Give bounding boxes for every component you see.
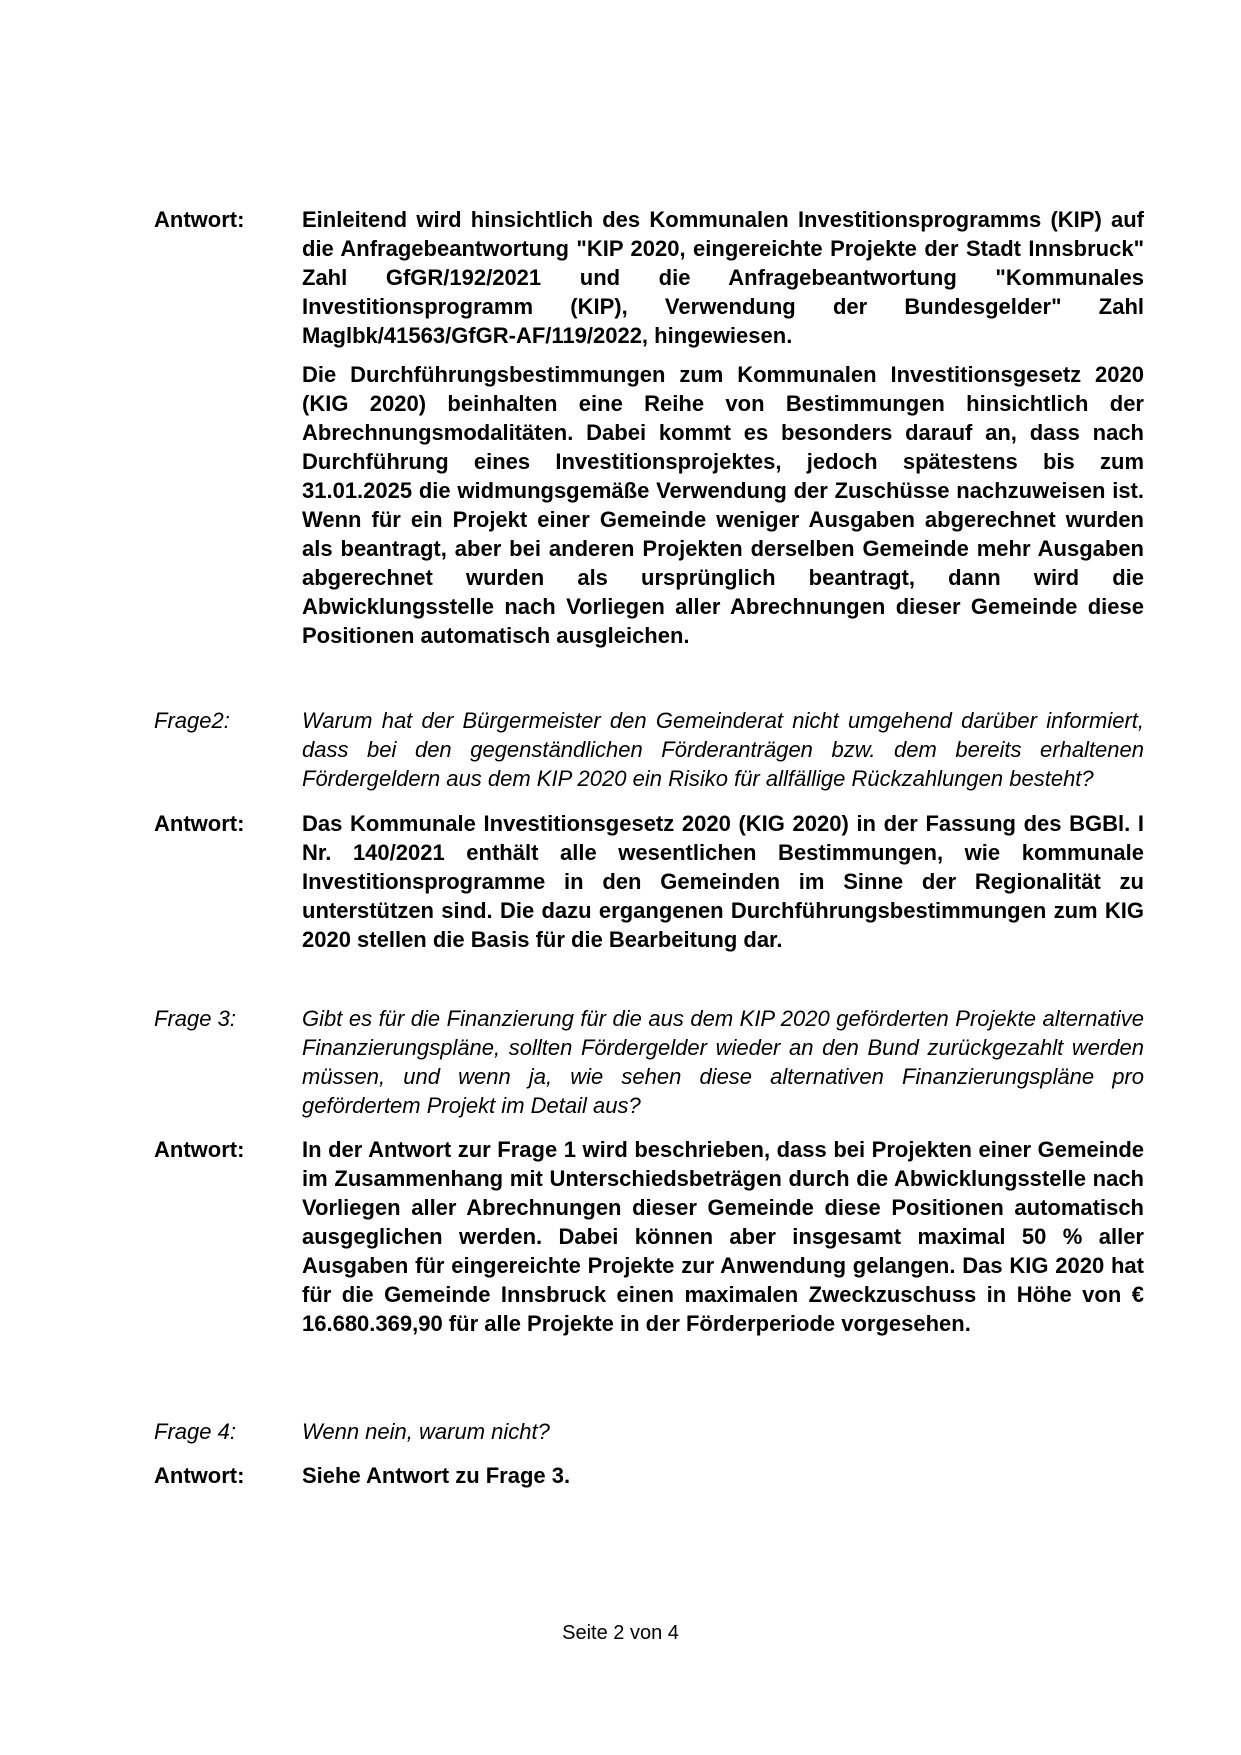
answer-3-label: Antwort:: [154, 1137, 245, 1162]
answer-4-label: Antwort:: [154, 1463, 245, 1488]
question-3-block: [154, 1004, 1144, 1120]
answer-3-text: In der Antwort zur Frage 1 wird beschrieben, dass bei Projekten einer Gemeinde im Zusammenhang mit Unterschiedsbeträgen durch die Abwicklungsstelle nach Vorliegen aller Abrechnungen dieser Gemeinde diese Positionen automatisch ausgeglichen werden. Dabei können aber insgesamt maximal 50 % aller Ausgaben für eingereichte Projekte zur Anwendung gelangen. Das KIG 2020 hat für die Gemeinde Innsbruck einen maximalen Zweckzuschuss in Höhe von € 16.680.369,90 für alle Projekte in der Förderperiode vorgesehen.: [302, 1137, 1144, 1336]
question-2-text: Warum hat der Bürgermeister den Gemeinderat nicht umgehend darüber informiert, dass bei den gegenständlichen Förderanträgen bzw. dem bereits erhaltenen Fördergeldern aus dem KIP 2020 ein Risiko für allfällige Rückzahlungen besteht?: [302, 708, 1144, 791]
answer-1-paragraph-1: Einleitend wird hinsichtlich des Kommunalen Investitionsprogramms (KIP) auf die Anfragebeantwortung "KIP 2020, eingereichte Projekte der Stadt Innsbruck" Zahl GfGR/192/2021 und die Anfragebeantwortung "Kommunales Investitionsprogramm (KIP), Verwendung der Bundesgelder" Zahl Maglbk/41563/GfGR-AF/119/2022, hingewiesen.: [302, 207, 1144, 348]
question-4-label: Frage 4:: [154, 1419, 236, 1444]
question-4-text: Wenn nein, warum nicht?: [302, 1419, 550, 1444]
answer-2-block: [154, 809, 1144, 954]
answer-1-label: Antwort:: [154, 207, 245, 232]
answer-1-paragraph-2: Die Durchführungsbestimmungen zum Kommunalen Investitionsgesetz 2020 (KIG 2020) beinhalten eine Reihe von Bestimmungen hinsichtlich der Abrechnungsmodalitäten. Dabei kommt es besonders darauf an, dass nach Durchführung eines Investitionsprojektes, jedoch spätestens bis zum 31.01.2025 die widmungsgemäße Verwendung der Zuschüsse nachzuweisen ist. Wenn für ein Projekt einer Gemeinde weniger Ausgaben abgerechnet wurden als beantragt, aber bei anderen Projekten derselben Gemeinde mehr Ausgaben abgerechnet wurden als ursprünglich beantragt, dann wird die Abwicklungsstelle nach Vorliegen aller Abrechnungen dieser Gemeinde diese Positionen automatisch ausgleichen.: [302, 362, 1144, 648]
page-number-footer: Seite 2 von 4: [562, 1622, 679, 1644]
answer-2-text: Das Kommunale Investitionsgesetz 2020 (KIG 2020) in der Fassung des BGBl. I Nr. 140/2021 enthält alle wesentlichen Bestimmungen, wie kommunale Investitionsprogramme in den Gemeinden im Sinne der Regionalität zu unterstützen sind. Die dazu ergangenen Durchführungsbestimmungen zum KIG 2020 stellen die Basis für die Bearbeitung dar.: [302, 811, 1144, 952]
answer-1-block: [154, 205, 1144, 650]
answer-2-label: Antwort:: [154, 811, 245, 836]
question-3-text: Gibt es für die Finanzierung für die aus dem KIP 2020 geförderten Projekte alternative Finanzierungspläne, sollten Fördergelder wieder an den Bund zurückgezahlt werden müssen, und wenn ja, wie sehen diese alternativen Finanzierungspläne pro gefördertem Projekt im Detail aus?: [302, 1006, 1144, 1118]
answer-4-block: [154, 1461, 1144, 1490]
question-2-block: [154, 706, 1144, 793]
answer-4-text: Siehe Antwort zu Frage 3.: [302, 1463, 571, 1488]
answer-3-block: [154, 1135, 1144, 1338]
question-2-label: Frage2:: [154, 708, 230, 733]
question-3-label: Frage 3:: [154, 1006, 236, 1031]
question-4-block: [154, 1417, 1144, 1446]
